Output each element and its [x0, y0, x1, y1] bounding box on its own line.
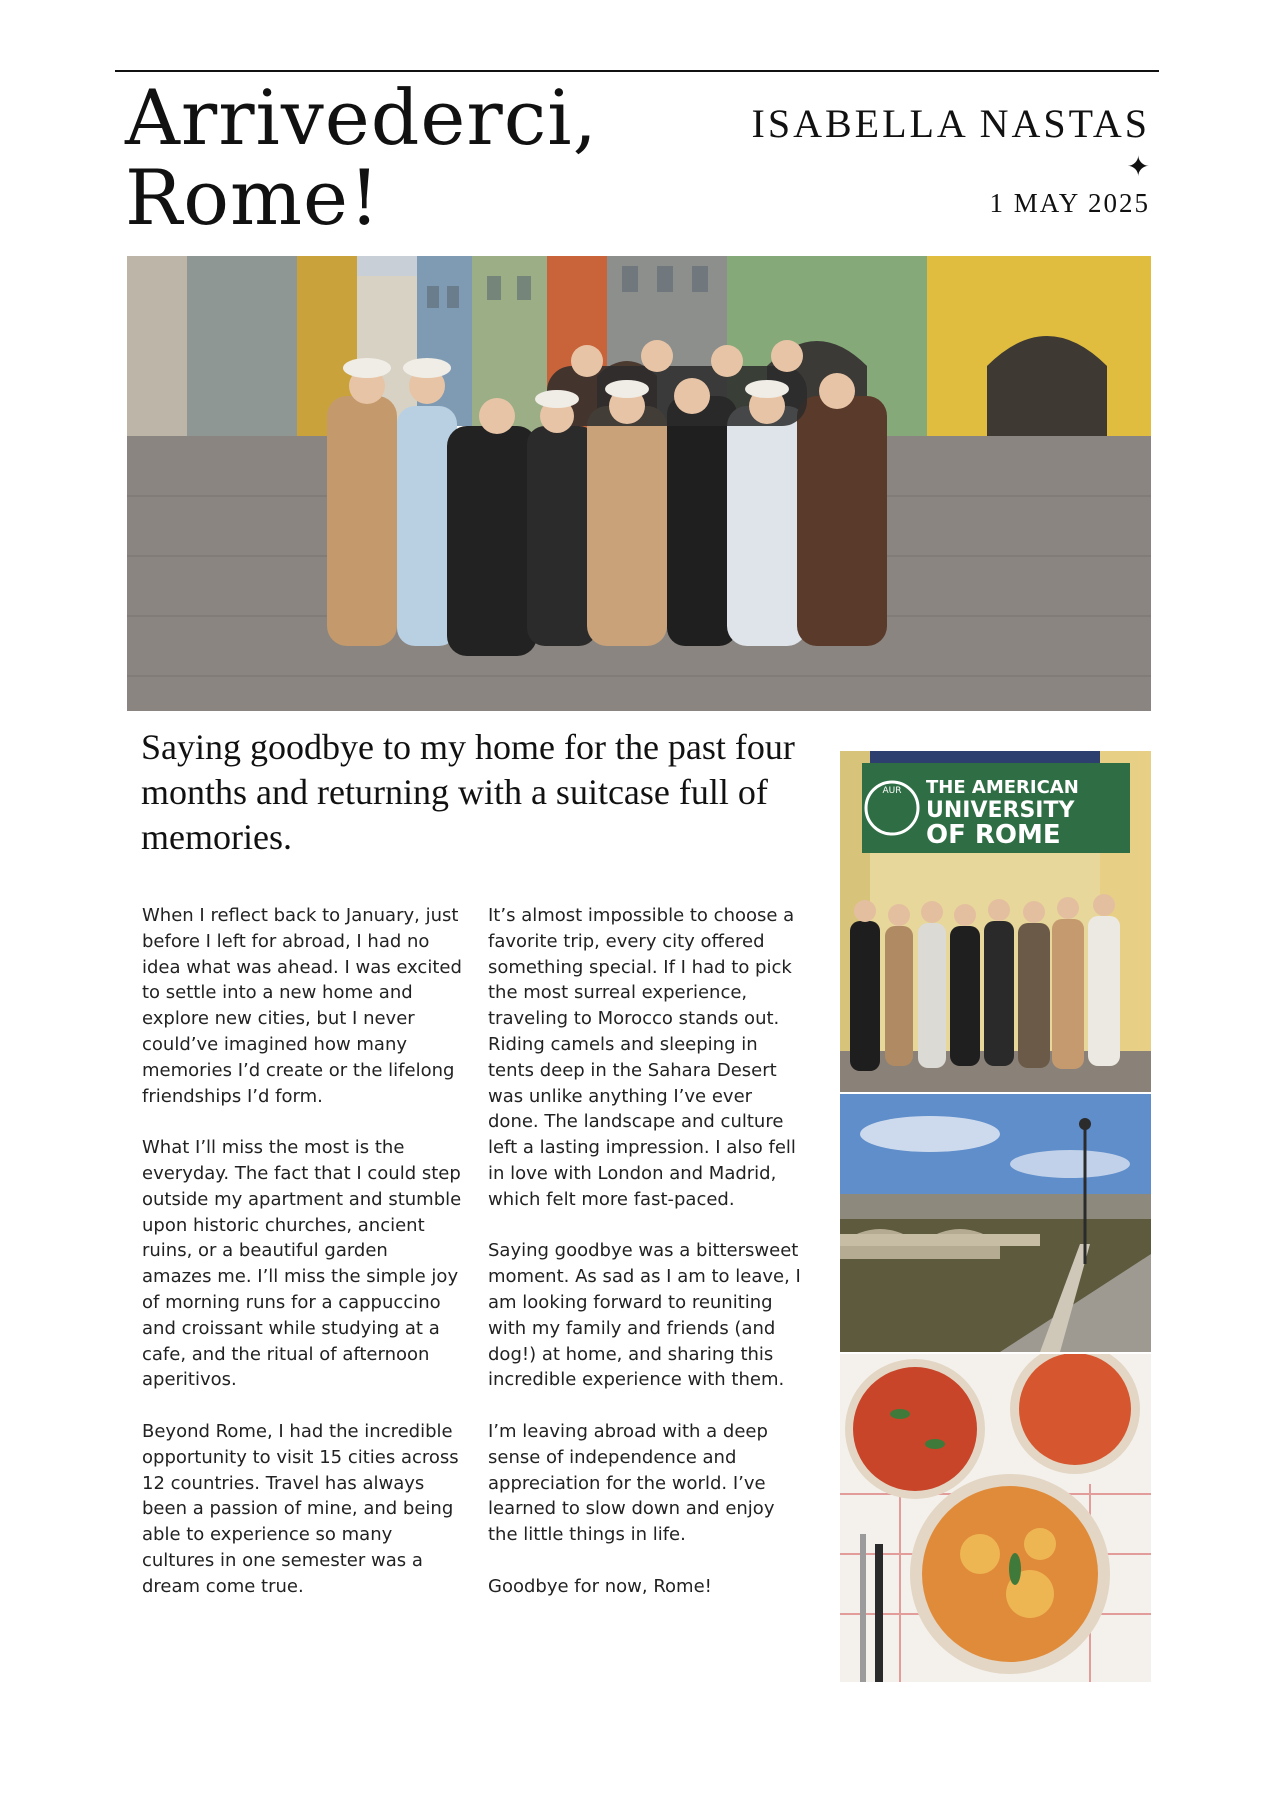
body-column-left: [142, 903, 462, 1625]
banner-logo-text: AUR: [882, 786, 902, 796]
banner-line-3: OF ROME: [926, 820, 1061, 850]
publish-date: 1 MAY 2025: [989, 188, 1150, 218]
paragraph: Goodbye for now, Rome!: [488, 1575, 712, 1597]
title-line-1: Arrivederci,: [125, 73, 598, 162]
paragraph: When I reflect back to January, just before I left for abroad, I had no idea what was ahead. I was excited to settle into a new home and explore new cities, but I never could’ve imagined how many memories I’d create or the lifelong friendships I’d form.: [142, 905, 462, 1107]
title-line-2: Rome!: [125, 153, 381, 242]
paragraph: I’m leaving abroad with a deep sense of independence and appreciation for the world. I’ve learned to slow down and enjoy the little things in life.: [488, 1420, 775, 1546]
paragraph: Saying goodbye was a bittersweet moment. As sad as I am to leave, I am looking forward to reuniting with my family and friends (and dog!) at home, and sharing this incredible experience with them.: [488, 1240, 801, 1391]
body-column-right: [488, 903, 808, 1625]
river-bridge-photo: [840, 1094, 1151, 1352]
author-name: ISABELLA NASTAS: [751, 101, 1150, 146]
paragraph: It’s almost impossible to choose a favorite trip, every city offered something special. If I had to pick the most surreal experience, traveling to Morocco stands out. Riding camels and sleeping in tents deep in the Sahara Desert was unlike anything I’ve ever done. The landscape and culture left a lasting impression. I also fell in love with London and Madrid, which felt more fast-paced.: [488, 905, 796, 1210]
article-subtitle: Saying goodbye to my home for the past four months and returning with a suitcase full of memories.: [141, 727, 795, 857]
star-icon: ✦: [1126, 150, 1150, 183]
article-title: [125, 73, 598, 242]
pizza-photo: [840, 1354, 1151, 1682]
university-group-photo: [840, 751, 1151, 1092]
banner-line-1: THE AMERICAN: [926, 777, 1079, 798]
banner-line-2: UNIVERSITY: [926, 798, 1075, 823]
paragraph: What I’ll miss the most is the everyday. The fact that I could step outside my apartment and stumble upon historic churches, ancient ruins, or a beautiful garden amazes me. I’ll miss the simple joy of morning runs for a cappuccino and croissant while studying at a cafe, and the ritual of afternoon aperitivos.: [142, 1137, 462, 1391]
hero-group-photo: [127, 256, 1151, 711]
top-rule: [115, 70, 1159, 72]
paragraph: Beyond Rome, I had the incredible opportunity to visit 15 cities across 12 countries. Travel has always been a passion of mine, and being able to experience so many cultures in one semester was a dream come true.: [142, 1420, 459, 1597]
